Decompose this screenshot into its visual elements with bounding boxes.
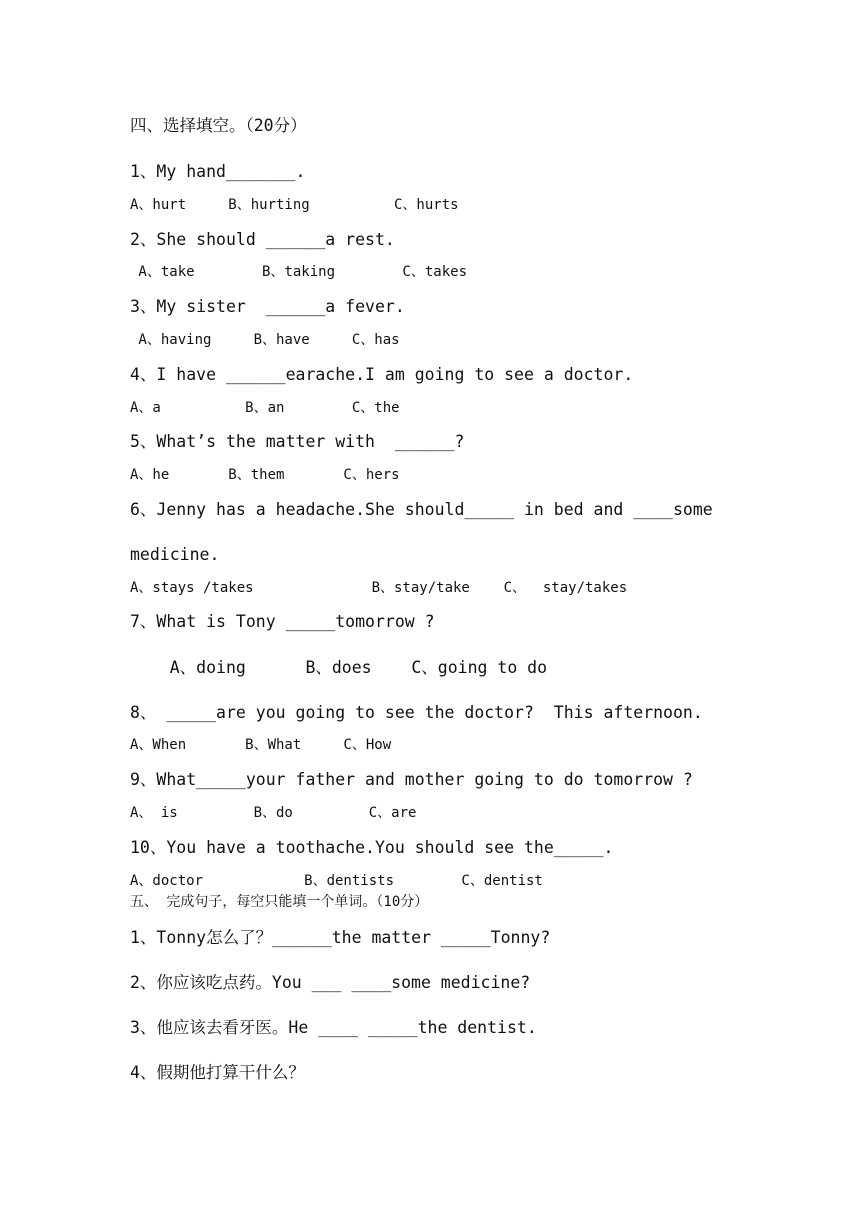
question-8-options: A、When B、What C、How	[130, 737, 392, 753]
question-7-stem: 7、What is Tony _____tomorrow ?	[130, 612, 435, 631]
question-10-stem: 10、You have a toothache.You should see the_____.	[130, 838, 614, 857]
question-1-stem: 1、My hand_______.	[130, 162, 306, 181]
question-4-options: A、a B、an C、the	[130, 400, 400, 416]
question-6-stem-continued: medicine.	[130, 545, 220, 564]
question-1-options: A、hurt B、hurting C、hurts	[130, 197, 459, 213]
question-7-options: A、doing B、does C、going to do	[130, 658, 548, 677]
section-5-heading: 五、 完成句子，每空只能填一个单词。（10分）	[130, 894, 429, 910]
sentence-3: 3、他应该去看牙医。He ____ _____the dentist.	[130, 1018, 537, 1037]
question-3-stem: 3、My sister ______a fever.	[130, 297, 405, 316]
question-8-stem: 8、 _____are you going to see the doctor? This afternoon.	[130, 703, 703, 722]
sentence-4: 4、假期他打算干什么？	[130, 1063, 305, 1082]
question-2-options: A、take B、taking C、takes	[130, 264, 468, 280]
question-6-options: A、stays /takes B、stay/take C、 stay/takes	[130, 580, 628, 596]
question-10-options: A、doctor B、dentists C、dentist	[130, 873, 543, 889]
sentence-1: 1、Tonny怎么了？______the matter _____Tonny?	[130, 928, 551, 947]
question-9-options: A、 is B、do C、are	[130, 805, 417, 821]
sentence-2: 2、你应该吃点药。You ___ ____some medicine?	[130, 973, 531, 992]
question-4-stem: 4、I have ______earache.I am going to see a doctor.	[130, 365, 634, 384]
section-4-heading: 四、选择填空。（20分）	[130, 116, 307, 135]
question-6-stem: 6、Jenny has a headache.She should_____ in bed and ____some	[130, 500, 713, 519]
question-5-options: A、he B、them C、hers	[130, 467, 400, 483]
question-9-stem: 9、What_____your father and mother going to do tomorrow ?	[130, 770, 693, 789]
question-2-stem: 2、She should ______a rest.	[130, 230, 395, 249]
question-3-options: A、having B、have C、has	[130, 332, 400, 348]
question-5-stem: 5、What’s the matter with ______?	[130, 432, 465, 451]
